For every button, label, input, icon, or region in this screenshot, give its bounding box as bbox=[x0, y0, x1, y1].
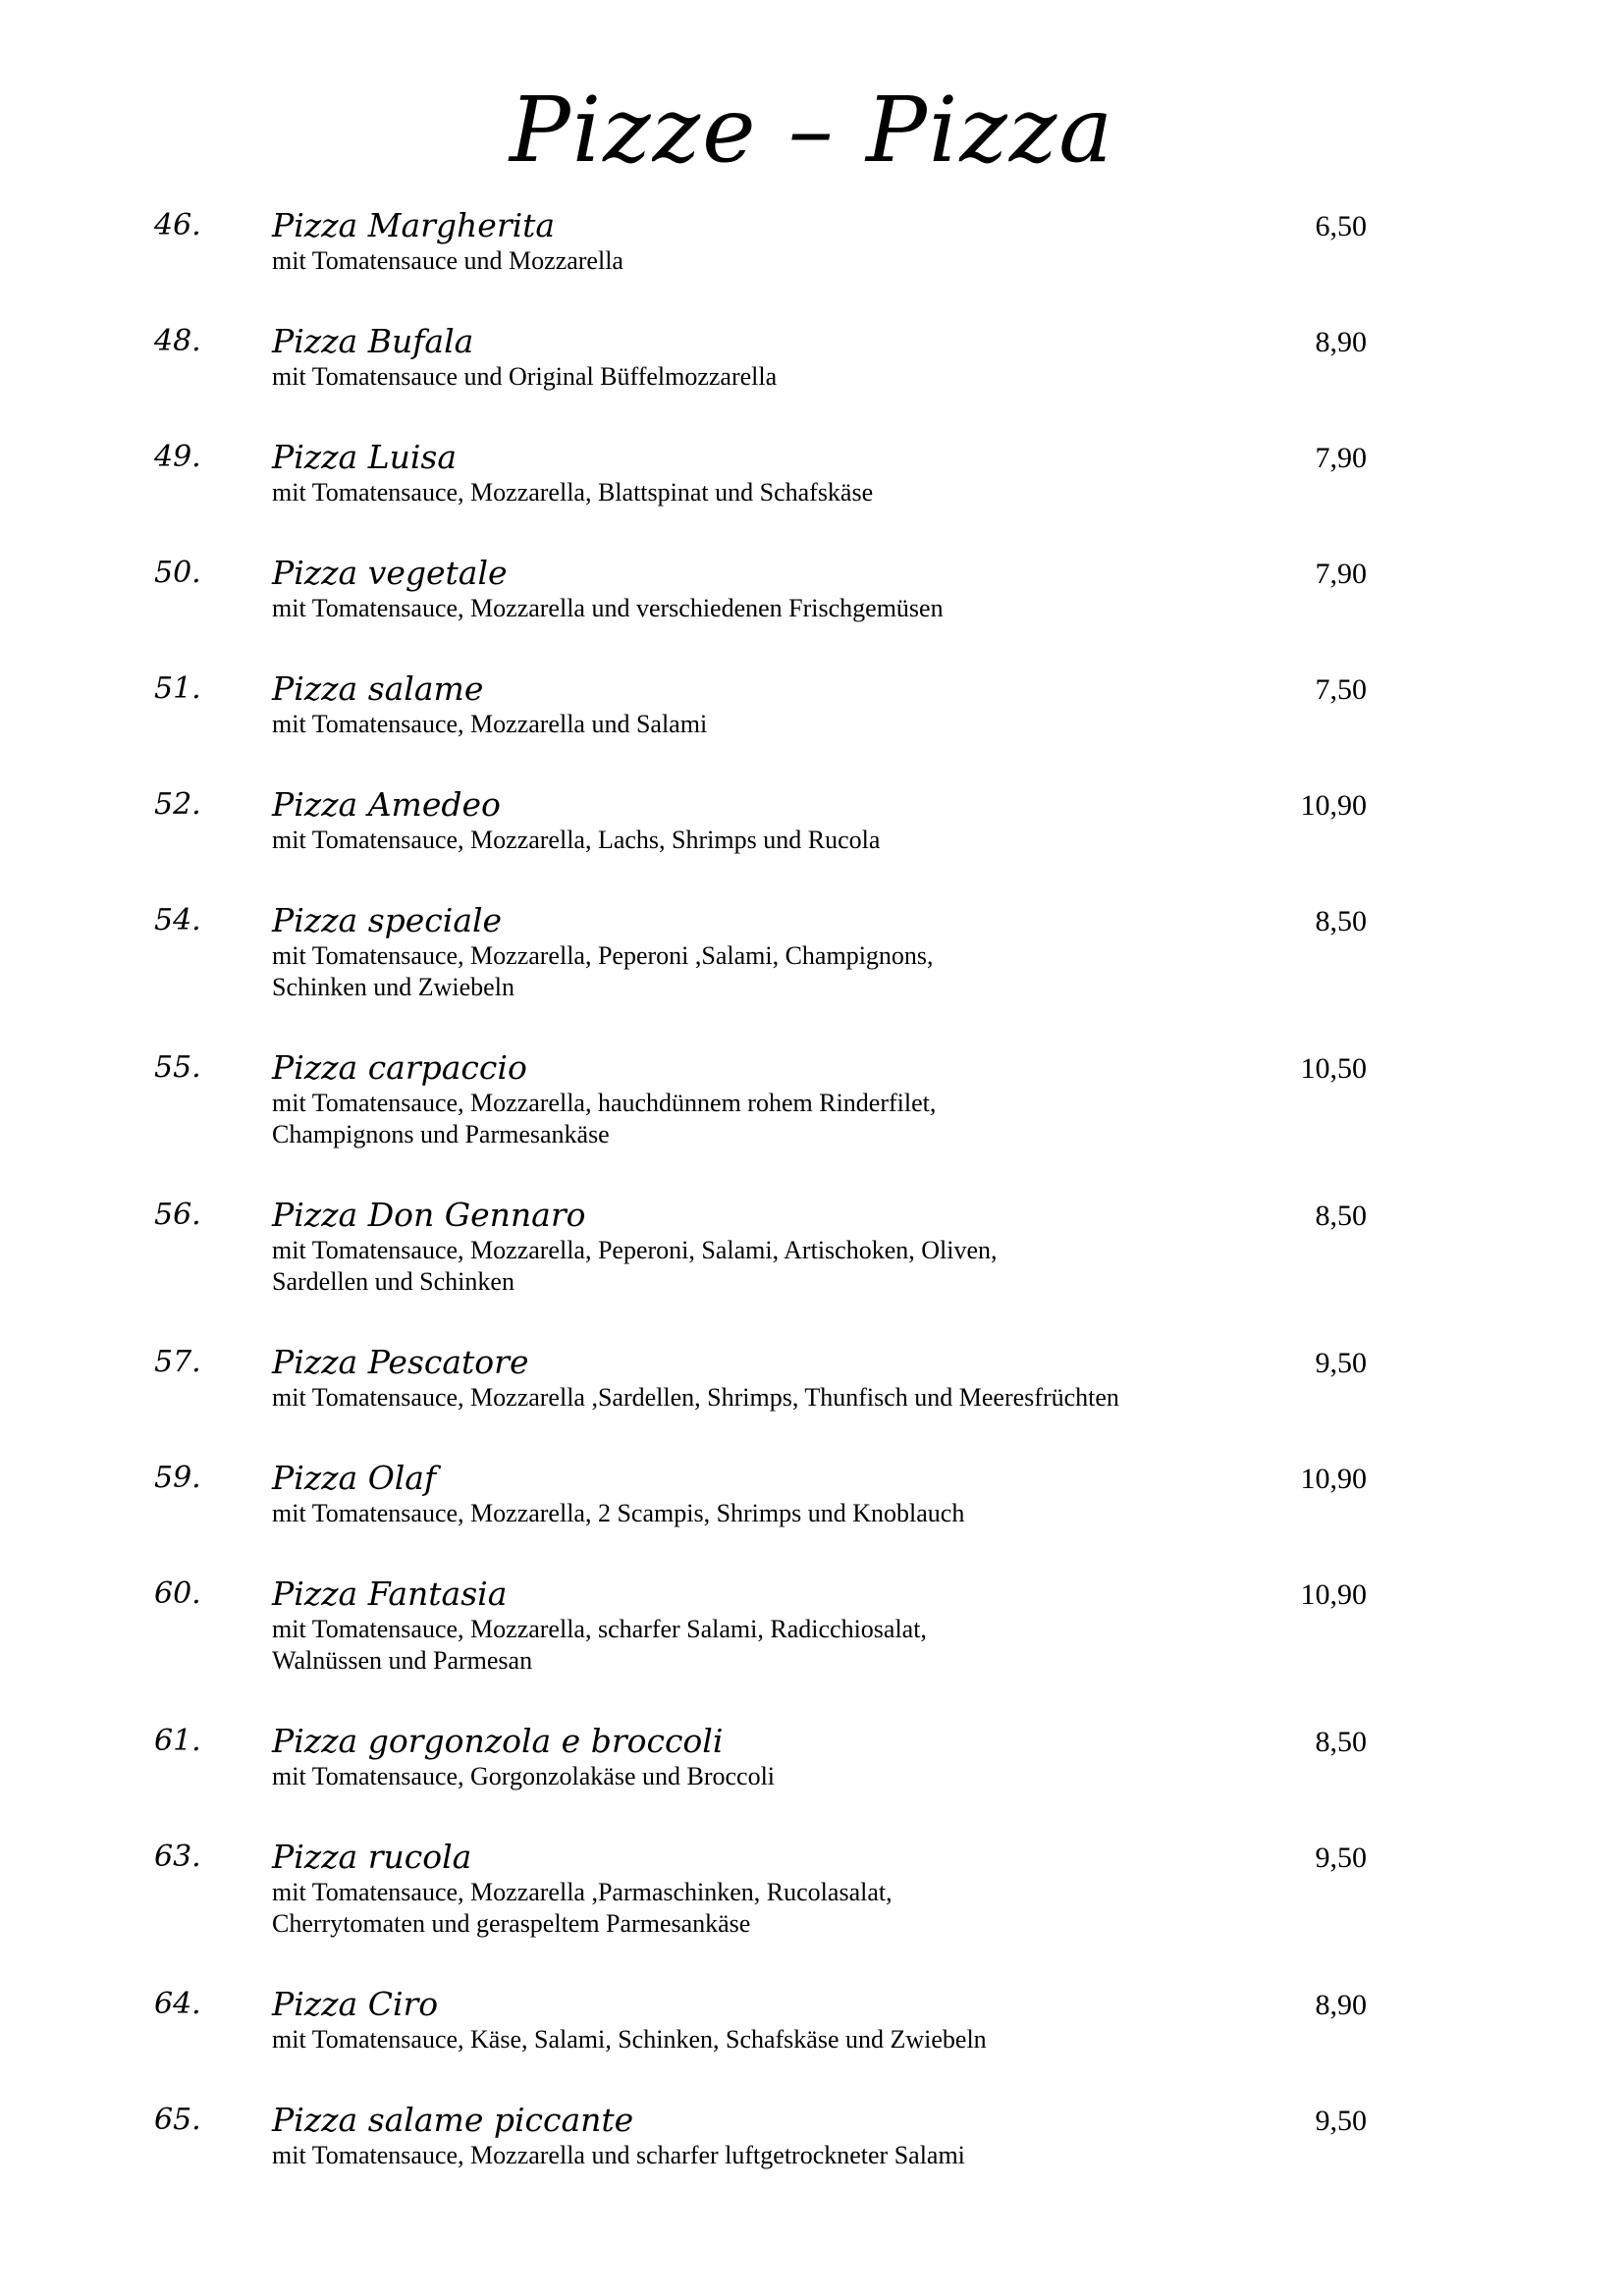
item-price: 9,50 bbox=[1315, 1347, 1367, 1379]
item-number: 46. bbox=[154, 208, 201, 242]
item-price: 7,90 bbox=[1315, 558, 1367, 590]
item-number: 64. bbox=[154, 1987, 201, 2021]
item-name: Pizza Fantasia bbox=[272, 1575, 508, 1613]
item-description-line: mit Tomatensauce und Original Büffelmozzarella bbox=[272, 362, 778, 391]
item-number: 49. bbox=[154, 440, 201, 474]
item-description bbox=[272, 361, 1273, 393]
item-price: 10,50 bbox=[1300, 1052, 1367, 1085]
item-description-line: Sardellen und Schinken bbox=[272, 1267, 514, 1296]
item-name: Pizza rucola bbox=[272, 1838, 472, 1876]
item-description-line: mit Tomatensauce, Mozzarella, Peperoni ,Salami, Champignons, bbox=[272, 941, 934, 970]
item-description-line: mit Tomatensauce, Mozzarella, 2 Scampis, Shrimps und Knoblauch bbox=[272, 1499, 965, 1527]
item-name: Pizza salame bbox=[272, 669, 484, 708]
item-price: 8,50 bbox=[1315, 1200, 1367, 1232]
item-name: Pizza carpaccio bbox=[272, 1048, 527, 1087]
item-price: 8,90 bbox=[1315, 1989, 1367, 2021]
item-description-line: Cherrytomaten und geraspeltem Parmesankäse bbox=[272, 1909, 751, 1938]
item-description bbox=[272, 1088, 1273, 1150]
item-name: Pizza Olaf bbox=[272, 1459, 437, 1497]
item-description-line: mit Tomatensauce, Käse, Salami, Schinken, Schafskäse und Zwiebeln bbox=[272, 2025, 987, 2054]
item-description bbox=[272, 593, 1273, 624]
item-description bbox=[272, 477, 1273, 508]
item-price: 8,50 bbox=[1315, 1726, 1367, 1758]
item-description-line: mit Tomatensauce, Mozzarella und scharfer luftgetrockneter Salami bbox=[272, 2141, 965, 2169]
item-description bbox=[272, 1614, 1273, 1677]
item-price: 6,50 bbox=[1315, 210, 1367, 242]
item-price: 7,50 bbox=[1315, 673, 1367, 706]
item-number: 51. bbox=[154, 671, 201, 706]
item-description bbox=[272, 709, 1273, 740]
item-price: 10,90 bbox=[1300, 789, 1367, 822]
item-description-line: mit Tomatensauce, Mozzarella, Peperoni, Salami, Artischoken, Oliven, bbox=[272, 1236, 998, 1264]
item-name: Pizza vegetale bbox=[272, 554, 508, 592]
item-description-line: Schinken und Zwiebeln bbox=[272, 973, 514, 1001]
item-price: 10,90 bbox=[1300, 1578, 1367, 1611]
item-number: 63. bbox=[154, 1840, 201, 1874]
item-name: Pizza Ciro bbox=[272, 1985, 439, 2023]
item-name: Pizza gorgonzola e broccoli bbox=[272, 1722, 724, 1760]
item-name: Pizza speciale bbox=[272, 901, 503, 939]
page-title: Pizze – Pizza bbox=[509, 78, 1115, 183]
item-price: 8,50 bbox=[1315, 905, 1367, 937]
item-number: 65. bbox=[154, 2103, 201, 2137]
item-description-line: mit Tomatensauce, Mozzarella ,Parmaschinken, Rucolasalat, bbox=[272, 1878, 893, 1906]
item-description bbox=[272, 1498, 1273, 1529]
item-description-line: mit Tomatensauce, Gorgonzolakäse und Broccoli bbox=[272, 1762, 776, 1790]
item-price: 9,50 bbox=[1315, 2105, 1367, 2137]
item-number: 50. bbox=[154, 556, 201, 590]
item-number: 59. bbox=[154, 1461, 201, 1495]
item-description-line: mit Tomatensauce, Mozzarella ,Sardellen, Shrimps, Thunfisch und Meeresfrüchten bbox=[272, 1383, 1119, 1412]
item-number: 48. bbox=[154, 324, 201, 358]
item-description bbox=[272, 825, 1273, 856]
item-description-line: mit Tomatensauce, Mozzarella, Lachs, Shrimps und Rucola bbox=[272, 826, 881, 854]
item-number: 57. bbox=[154, 1345, 201, 1379]
item-description bbox=[272, 245, 1273, 277]
item-price: 10,90 bbox=[1300, 1463, 1367, 1495]
item-price: 8,90 bbox=[1315, 326, 1367, 358]
item-description-line: mit Tomatensauce und Mozzarella bbox=[272, 246, 623, 275]
item-description-line: mit Tomatensauce, Mozzarella und Salami bbox=[272, 710, 708, 738]
item-description bbox=[272, 1382, 1273, 1414]
item-name: Pizza salame piccante bbox=[272, 2101, 634, 2139]
item-description-line: Walnüssen und Parmesan bbox=[272, 1646, 533, 1675]
item-description-line: mit Tomatensauce, Mozzarella, hauchdünnem rohem Rinderfilet, bbox=[272, 1089, 937, 1117]
item-name: Pizza Bufala bbox=[272, 322, 474, 360]
item-number: 55. bbox=[154, 1050, 201, 1085]
item-description-line: mit Tomatensauce, Mozzarella, scharfer Salami, Radicchiosalat, bbox=[272, 1615, 927, 1643]
item-number: 61. bbox=[154, 1724, 201, 1758]
item-description bbox=[272, 2140, 1273, 2171]
item-description-line: Champignons und Parmesankäse bbox=[272, 1120, 610, 1148]
item-description bbox=[272, 940, 1273, 1003]
item-description bbox=[272, 1235, 1273, 1298]
item-description bbox=[272, 1761, 1273, 1792]
item-description-line: mit Tomatensauce, Mozzarella und verschiedenen Frischgemüsen bbox=[272, 594, 944, 622]
item-name: Pizza Pescatore bbox=[272, 1343, 529, 1381]
item-description-line: mit Tomatensauce, Mozzarella, Blattspinat und Schafskäse bbox=[272, 478, 874, 507]
item-name: Pizza Don Gennaro bbox=[272, 1196, 586, 1234]
item-name: Pizza Margherita bbox=[272, 206, 556, 244]
item-description bbox=[272, 1877, 1273, 1940]
item-price: 7,90 bbox=[1315, 442, 1367, 474]
item-number: 60. bbox=[154, 1576, 201, 1611]
item-number: 56. bbox=[154, 1198, 201, 1232]
item-name: Pizza Amedeo bbox=[272, 785, 501, 824]
item-price: 9,50 bbox=[1315, 1842, 1367, 1874]
item-number: 54. bbox=[154, 903, 201, 937]
item-description bbox=[272, 2024, 1273, 2056]
item-name: Pizza Luisa bbox=[272, 438, 458, 476]
item-number: 52. bbox=[154, 787, 201, 822]
